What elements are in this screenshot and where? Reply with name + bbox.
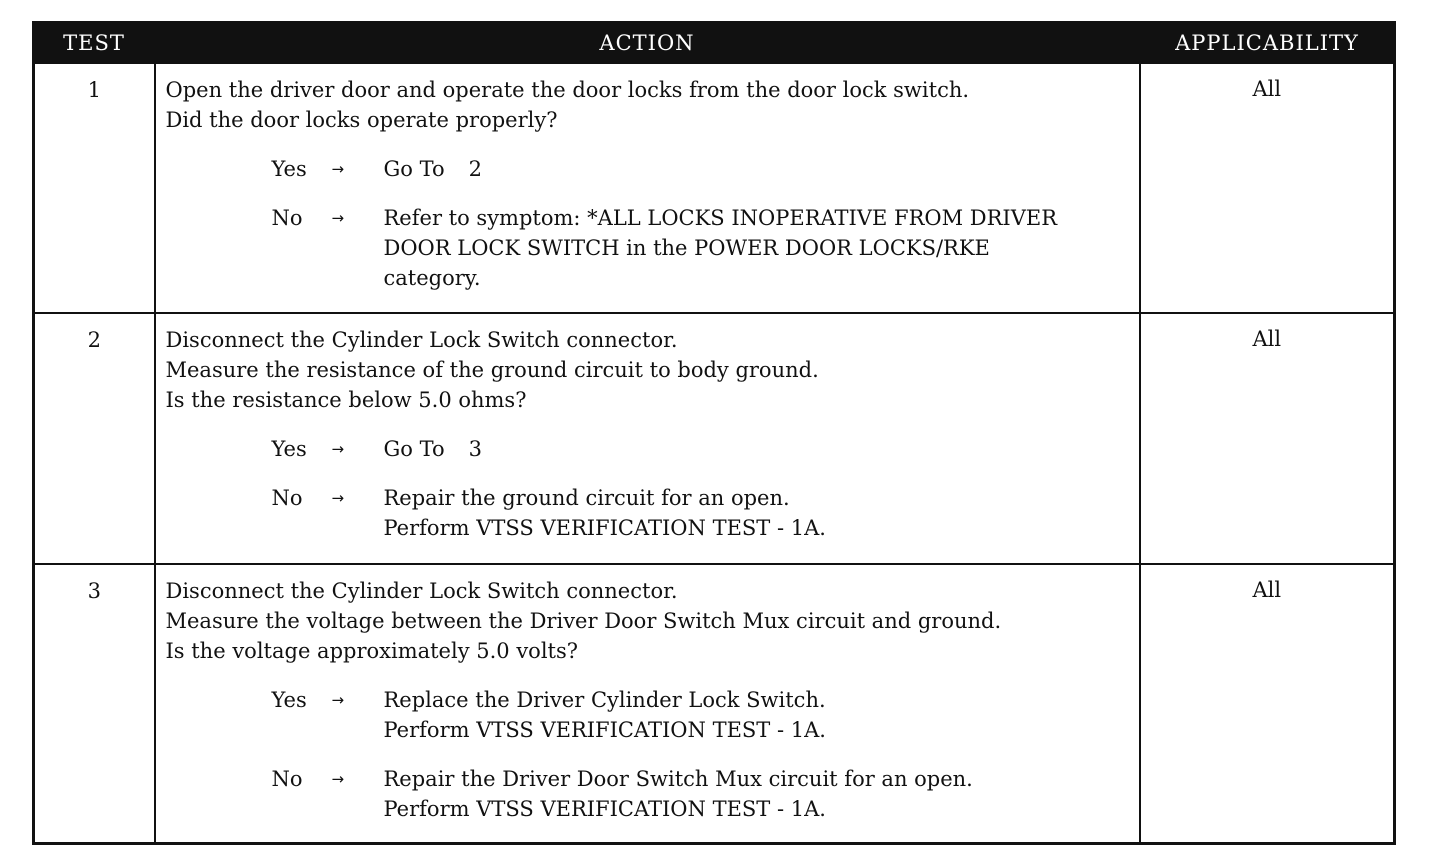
result-line: DOOR LOCK SWITCH in the POWER DOOR LOCKS/RKE <box>383 236 990 260</box>
goto-number: 2 <box>468 157 482 181</box>
outcome-result <box>384 154 1133 184</box>
header-test: TEST <box>34 23 155 64</box>
outcomes <box>166 434 1133 543</box>
action-line: Measure the voltage between the Driver Door Switch Mux circuit and ground. <box>165 609 1002 633</box>
action-line: Is the voltage approximately 5.0 volts? <box>165 639 579 663</box>
table-row <box>34 564 1395 844</box>
action-cell <box>155 564 1140 844</box>
goto-text: Go To <box>383 437 445 461</box>
no-label: No <box>271 486 303 510</box>
header-action: ACTION <box>155 23 1140 64</box>
no-outcome <box>166 203 1133 293</box>
header-applicability: APPLICABILITY <box>1140 23 1395 64</box>
outcome-result <box>384 203 1133 293</box>
right-arrow-icon: → <box>331 160 345 178</box>
right-arrow-icon: → <box>331 440 345 458</box>
diagnostic-test-table <box>32 21 1396 845</box>
outcome-result <box>384 685 1133 745</box>
goto-text: Go To <box>383 157 445 181</box>
test-number: 3 <box>34 564 155 844</box>
test-number: 2 <box>34 313 155 564</box>
yes-outcome <box>166 154 1133 184</box>
outcome-result <box>384 764 1133 824</box>
yes-outcome <box>166 685 1133 745</box>
result-line: Perform VTSS VERIFICATION TEST - 1A. <box>383 718 826 742</box>
result-line: Refer to symptom: *ALL LOCKS INOPERATIVE FROM DRIVER <box>383 206 1058 230</box>
result-line: category. <box>383 266 481 290</box>
result-line: Perform VTSS VERIFICATION TEST - 1A. <box>383 797 826 821</box>
no-label: No <box>271 767 303 791</box>
yes-label: Yes <box>271 437 307 461</box>
action-line: Did the door locks operate properly? <box>165 108 558 132</box>
applicability-value: All <box>1140 564 1395 844</box>
outcomes <box>166 154 1133 293</box>
table-row <box>34 63 1395 313</box>
action-line: Open the driver door and operate the door locks from the door lock switch. <box>165 78 970 102</box>
action-line: Is the resistance below 5.0 ohms? <box>165 388 527 412</box>
result-line: Replace the Driver Cylinder Lock Switch. <box>383 688 826 712</box>
right-arrow-icon: → <box>331 489 345 507</box>
action-cell <box>155 313 1140 564</box>
action-cell <box>155 63 1140 313</box>
right-arrow-icon: → <box>331 691 345 709</box>
result-line: Perform VTSS VERIFICATION TEST - 1A. <box>383 516 826 540</box>
table-row <box>34 313 1395 564</box>
outcomes <box>166 685 1133 824</box>
result-line: Repair the ground circuit for an open. <box>383 486 790 510</box>
applicability-value: All <box>1140 313 1395 564</box>
outcome-result <box>384 483 1133 543</box>
outcome-result <box>384 434 1133 464</box>
action-line: Measure the resistance of the ground circuit to body ground. <box>165 358 819 382</box>
action-line: Disconnect the Cylinder Lock Switch connector. <box>165 328 678 352</box>
table-header-row <box>34 23 1395 64</box>
right-arrow-icon: → <box>331 770 345 788</box>
no-label: No <box>271 206 303 230</box>
no-outcome <box>166 764 1133 824</box>
yes-outcome <box>166 434 1133 464</box>
goto-number: 3 <box>468 437 482 461</box>
yes-label: Yes <box>271 688 307 712</box>
result-line: Repair the Driver Door Switch Mux circuit for an open. <box>383 767 973 791</box>
test-number: 1 <box>34 63 155 313</box>
action-line: Disconnect the Cylinder Lock Switch connector. <box>165 579 678 603</box>
right-arrow-icon: → <box>331 209 345 227</box>
yes-label: Yes <box>271 157 307 181</box>
applicability-value: All <box>1140 63 1395 313</box>
no-outcome <box>166 483 1133 543</box>
